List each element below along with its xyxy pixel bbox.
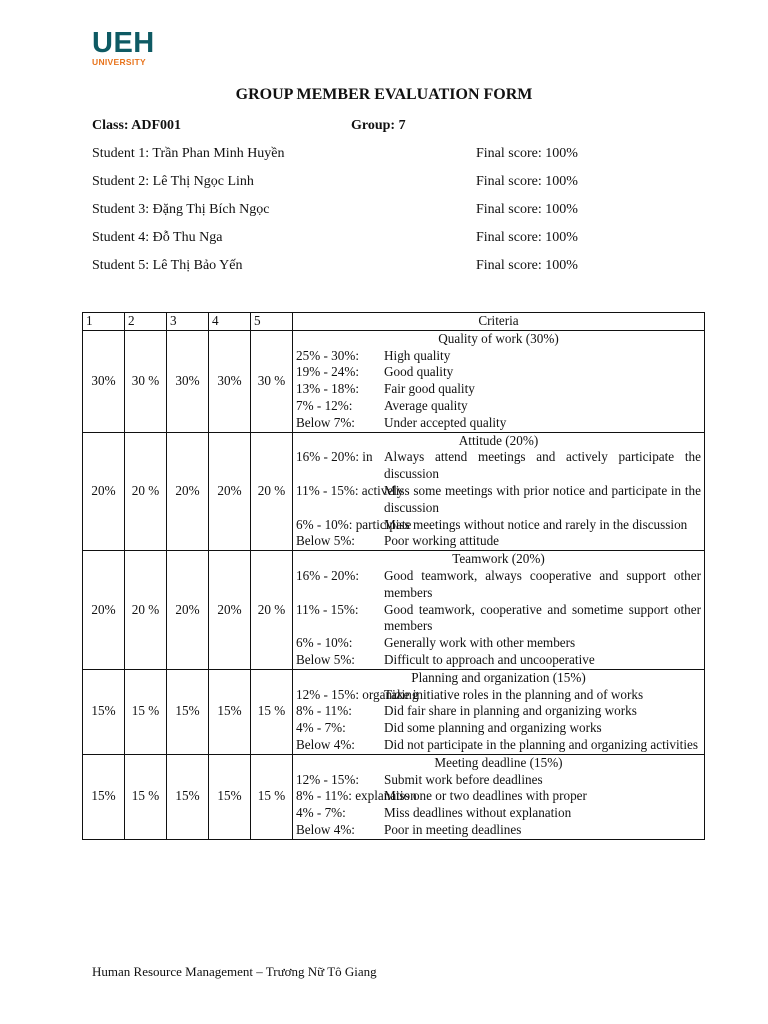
criteria-level [296, 449, 701, 483]
student-name: Student 4: Đỗ Thu Nga [92, 230, 223, 245]
score-cell: 20% [209, 432, 251, 551]
level-desc: Fair good quality [384, 381, 475, 397]
level-desc: Generally work with other members [384, 635, 576, 651]
level-desc: Difficult to approach and uncooperative [384, 651, 595, 667]
score-cell: 30 % [251, 330, 293, 432]
score-cell: 30% [83, 330, 125, 432]
level-range: 16% - 20%: in [296, 449, 373, 465]
level-range: 4% - 7%: [296, 805, 346, 821]
score-cell: 15 % [125, 669, 167, 754]
level-range: 6% - 10%: [296, 635, 353, 651]
score-cell: 15% [209, 669, 251, 754]
score-cell: 20% [209, 551, 251, 670]
criteria-level [296, 602, 701, 636]
level-desc: Good quality [384, 364, 454, 380]
criteria-cell [293, 432, 705, 551]
level-desc: Miss one or two deadlines with proper [384, 788, 587, 804]
level-desc: Did not participate in the planning and organizing activities [384, 736, 698, 752]
student-name: Student 1: Trần Phan Minh Huyền [92, 146, 285, 161]
level-desc: Good teamwork, always cooperative and support other members [384, 567, 701, 600]
score-cell: 20% [83, 432, 125, 551]
student-score: Final score: 100% [476, 258, 578, 273]
ueh-logo [92, 28, 172, 67]
level-range: 7% - 12%: [296, 397, 353, 413]
level-desc: Good teamwork, cooperative and sometime support other members [384, 601, 701, 634]
student-row [92, 146, 592, 164]
level-range: Below 4%: [296, 821, 355, 837]
student-row [92, 230, 592, 248]
table-header-row [83, 313, 705, 331]
criteria-title: Teamwork (20%) [452, 551, 545, 567]
table-row [83, 754, 705, 839]
table-row [83, 669, 705, 754]
level-range: 13% - 18%: [296, 381, 359, 397]
level-range: Below 5%: [296, 651, 355, 667]
score-cell: 30% [209, 330, 251, 432]
criteria-title: Quality of work (30%) [438, 330, 559, 346]
criteria-title: Planning and organization (15%) [411, 669, 586, 685]
level-desc: Submit work before deadlines [384, 771, 543, 787]
level-desc: Did some planning and organizing works [384, 720, 602, 736]
logo-main-text: UEH [92, 27, 155, 59]
class-label: Class: ADF001 [92, 118, 182, 133]
student-row [92, 174, 592, 192]
criteria-cell [293, 330, 705, 432]
header-cell: 5 [251, 313, 293, 331]
level-range: 12% - 15%: [296, 771, 359, 787]
score-cell: 20% [83, 551, 125, 670]
header-cell: 2 [125, 313, 167, 331]
criteria-level [296, 533, 701, 550]
level-desc: Always attend meetings and actively participate the discussion [384, 449, 701, 482]
criteria-title: Meeting deadline (15%) [434, 754, 563, 770]
score-cell: 15% [83, 669, 125, 754]
criteria-level [296, 652, 701, 669]
score-cell: 20 % [251, 432, 293, 551]
criteria-level [296, 483, 701, 517]
score-cell: 15% [167, 669, 209, 754]
score-cell: 15% [209, 754, 251, 839]
criteria-level [296, 822, 701, 839]
evaluation-table [82, 312, 705, 840]
criteria-level [296, 635, 701, 652]
table-row [83, 551, 705, 670]
student-row [92, 202, 592, 220]
student-name: Student 3: Đặng Thị Bích Ngọc [92, 202, 270, 217]
criteria-level [296, 720, 701, 737]
criteria-cell [293, 754, 705, 839]
level-range: 11% - 15%: [296, 601, 359, 617]
criteria-level [296, 348, 701, 365]
criteria-level [296, 737, 701, 754]
level-desc: Poor working attitude [384, 533, 500, 549]
criteria-level [296, 568, 701, 602]
criteria-level [296, 687, 701, 704]
criteria-level [296, 398, 701, 415]
level-desc: Take initiative roles in the planning and of works [384, 686, 644, 702]
student-score: Final score: 100% [476, 230, 578, 245]
score-cell: 20 % [125, 432, 167, 551]
criteria-level [296, 788, 701, 805]
student-name: Student 5: Lê Thị Bảo Yến [92, 258, 243, 273]
score-cell: 15 % [125, 754, 167, 839]
level-range: Below 5%: [296, 533, 355, 549]
level-range: 25% - 30%: [296, 347, 359, 363]
student-score: Final score: 100% [476, 174, 578, 189]
score-cell: 15 % [251, 669, 293, 754]
student-row [92, 258, 592, 276]
criteria-level [296, 415, 701, 432]
level-range: 4% - 7%: [296, 720, 346, 736]
student-name: Student 2: Lê Thị Ngọc Linh [92, 174, 254, 189]
score-cell: 15% [83, 754, 125, 839]
level-range: 16% - 20%: [296, 567, 359, 583]
level-range: 8% - 11%: [296, 703, 352, 719]
criteria-level [296, 703, 701, 720]
criteria-title: Attitude (20%) [458, 432, 539, 448]
criteria-level [296, 805, 701, 822]
level-desc: Under accepted quality [384, 414, 507, 430]
criteria-level [296, 517, 701, 534]
level-desc: Poor in meeting deadlines [384, 821, 522, 837]
logo-sub-text: UNIVERSITY [92, 57, 147, 67]
criteria-level [296, 364, 701, 381]
criteria-level [296, 772, 701, 789]
level-range: 8% - 11%: explanation [296, 788, 417, 804]
level-desc: Did fair share in planning and organizing works [384, 703, 637, 719]
criteria-cell [293, 669, 705, 754]
criteria-level [296, 381, 701, 398]
score-cell: 30 % [125, 330, 167, 432]
level-desc: High quality [384, 347, 451, 363]
student-score: Final score: 100% [476, 202, 578, 217]
header-cell: 4 [209, 313, 251, 331]
level-range: 19% - 24%: [296, 364, 359, 380]
score-cell: 20% [167, 551, 209, 670]
score-cell: 20% [167, 432, 209, 551]
level-desc: Miss deadlines without explanation [384, 805, 572, 821]
form-title: GROUP MEMBER EVALUATION FORM [235, 86, 533, 103]
level-desc: Miss meetings without notice and rarely in the discussion [384, 516, 688, 532]
level-desc: Miss some meetings with prior notice and participate in the discussion [384, 482, 701, 515]
table-row [83, 432, 705, 551]
score-cell: 15 % [251, 754, 293, 839]
level-range: Below 7%: [296, 414, 355, 430]
page-footer: Human Resource Management – Trương Nữ Tô Giang [92, 964, 377, 979]
header-cell: 3 [167, 313, 209, 331]
level-range: Below 4%: [296, 736, 355, 752]
header-cell: 1 [83, 313, 125, 331]
score-cell: 20 % [125, 551, 167, 670]
criteria-cell [293, 551, 705, 670]
header-cell-criteria: Criteria [293, 313, 705, 331]
score-cell: 30% [167, 330, 209, 432]
table-row [83, 330, 705, 432]
level-desc: Average quality [384, 397, 468, 413]
student-score: Final score: 100% [476, 146, 578, 161]
group-label: Group: 7 [351, 118, 406, 133]
level-range: 11% - 15%: actively [296, 482, 404, 498]
score-cell: 20 % [251, 551, 293, 670]
score-cell: 15% [167, 754, 209, 839]
level-range: 6% - 10%: participate [296, 516, 412, 532]
level-range: 12% - 15%: organizing [296, 686, 419, 702]
